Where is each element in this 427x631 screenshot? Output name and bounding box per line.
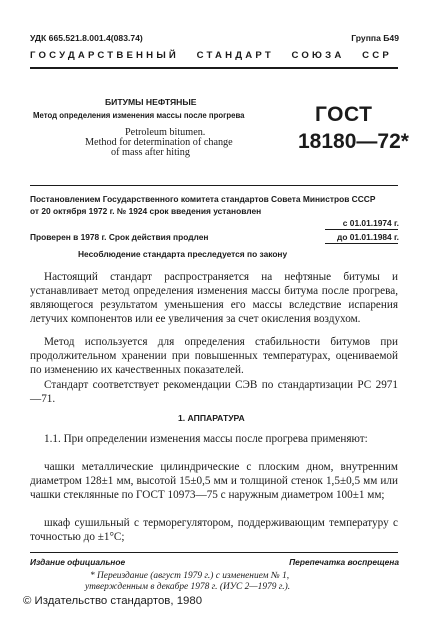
gost-number: 18180—72*	[298, 130, 409, 153]
paragraph-cmea-text: Стандарт соответствует рекомендации СЭВ по стандартизации РС 2971—71.	[30, 379, 398, 406]
title-ru-main: БИТУМЫ НЕФТЯНЫЕ	[105, 97, 197, 107]
clause-oven	[30, 516, 398, 544]
paragraph-usage-text: Метод используется для определения стабильности битумов при продолжительном хранении при повышенных температурах, оцениваемой по изменению их качественных показателей.	[30, 336, 398, 377]
date-to: до 01.01.1984 г.	[337, 232, 399, 242]
paragraph-cmea	[30, 378, 398, 406]
title-en-line2: Method for determination of change	[85, 137, 233, 148]
prosecution-notice: Несоблюдение стандарта преследуется по закону	[78, 249, 288, 259]
date-from-underline	[325, 229, 398, 230]
official-edition: Издание официальное	[30, 557, 126, 567]
title-rule	[30, 185, 398, 186]
footnote-line2: утвержденным в декабре 1978 г. (ИУС 2—1979 г.).	[85, 582, 291, 592]
copyright: © Издательство стандартов, 1980	[23, 595, 203, 607]
title-ru-sub: Метод определения изменения массы после прогрева	[33, 111, 245, 120]
title-en-line1: Petroleum bitumen.	[125, 127, 206, 138]
checked-text: Проверен в 1978 г. Срок действия продлен	[30, 232, 209, 242]
gost-label: ГОСТ	[315, 103, 373, 126]
clause-cups	[30, 460, 398, 502]
decree-line2: от 20 октября 1972 г. № 1924 срок введения установлен	[30, 206, 262, 216]
standard-banner: ГОСУДАРСТВЕННЫЙ СТАНДАРТ СОЮЗА ССР	[30, 50, 392, 61]
reprint-ban: Перепечатка воспрещена	[289, 557, 399, 567]
clause-1-1	[30, 432, 398, 446]
group-code: Группа Б49	[351, 33, 399, 43]
clause-cups-text: чашки металлические цилиндрические с плоским дном, внутренним диаметром 128±1 мм, высотой 15±0,5 мм и толщиной стенок 1,5±0,5 мм или чашки стеклянные по ГОСТ 10973—75 с наружным диаметром 100±1 мм;	[30, 461, 398, 502]
footer-rule	[30, 552, 398, 553]
footnote-line1: * Переиздание (август 1979 г.) с изменением № 1,	[90, 571, 290, 581]
clause-1-1-text: 1.1. При определении изменения массы после прогрева применяют:	[44, 433, 368, 445]
date-from: с 01.01.1974 г.	[342, 218, 399, 228]
section-title: 1. АППАРАТУРА	[178, 413, 245, 423]
udk-code: УДК 665.521.8.001.4(083.74)	[30, 33, 143, 43]
paragraph-usage	[30, 335, 398, 377]
banner-rule-top	[30, 67, 398, 69]
paragraph-scope	[30, 270, 398, 326]
date-to-underline	[325, 243, 398, 244]
decree-line1: Постановлением Государственного комитета стандартов Совета Министров СССР	[30, 194, 376, 204]
clause-oven-text: шкаф сушильный с терморегулятором, поддерживающим температуру с точностью до ±1°С;	[30, 517, 398, 544]
title-en-line3: of mass after hiting	[111, 147, 190, 158]
paragraph-scope-text: Настоящий стандарт распространяется на нефтяные битумы и устанавливает метод определения изменения массы битума после прогрева, являющегося результатом уменьшения его массы вследствие испарения летучих компонентов или ее увеличения за счет окисления воздухом.	[30, 271, 398, 326]
